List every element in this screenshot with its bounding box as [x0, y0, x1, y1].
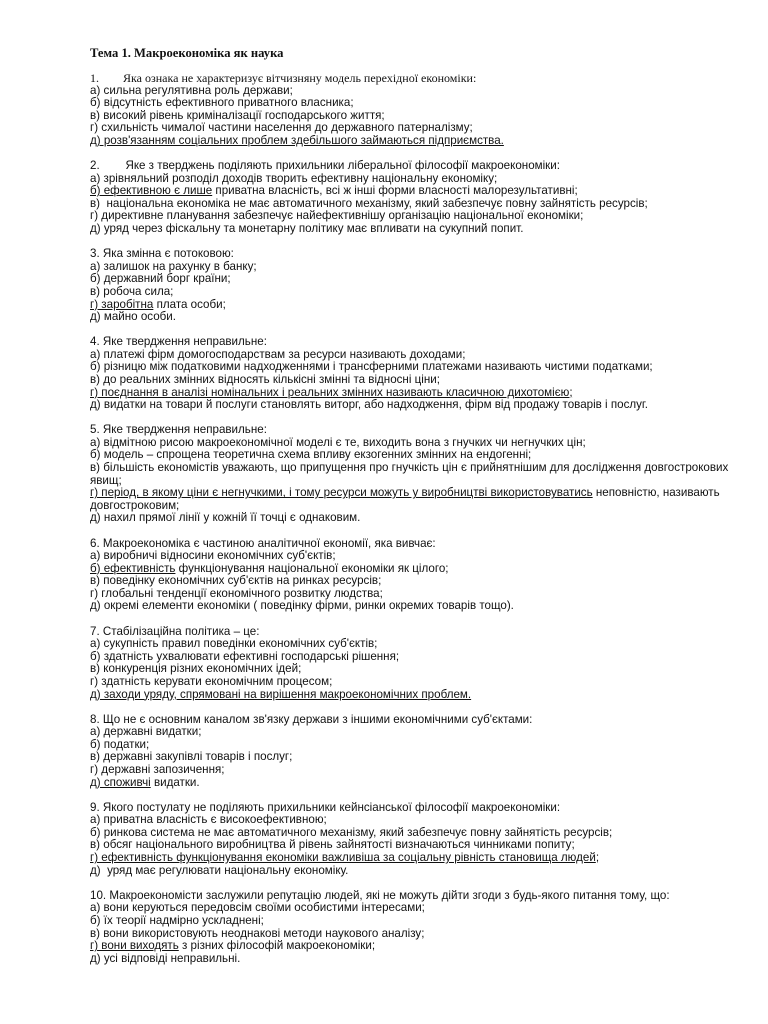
- option-text: приватна власність, всі ж інші форми власності малорезультативні;: [212, 184, 578, 198]
- question-6: [90, 538, 730, 614]
- question-3: [90, 248, 730, 324]
- option-text: б) модель – спрощена теоретична схема впливу екзогенних змінних на ендогенні;: [90, 448, 532, 462]
- option-text: в) державні закупівлі товарів і послуг;: [90, 750, 293, 764]
- question-prompt: Стабілізаційна політика – це:: [99, 624, 260, 638]
- option-text: д) нахил прямої лінії у кожній її точці є однаковим.: [90, 511, 361, 525]
- question-number: 4.: [90, 335, 100, 349]
- correct-answer-underline: г) поєднання в аналізі номінальних і реальних змінних називають класичною дихотомією;: [90, 385, 573, 399]
- option-text: плата особи;: [153, 297, 226, 311]
- correct-answer-underline: д) розв'язанням соціальних проблем здебільшого займаються підприємства.: [90, 133, 504, 147]
- correct-answer-underline: г) період, в якому ціни є негнучкими, і тому ресурси можуть у виробництві використовуватись: [90, 486, 593, 500]
- option-text: б) різницю між податковими надходженнями і трансферними платежами називають чистими податками;: [90, 360, 653, 374]
- question-10: [90, 890, 730, 966]
- question-number: 2.: [90, 159, 100, 173]
- option-text: б) державний борг країни;: [90, 272, 231, 286]
- correct-answer-underline: г) заробітна: [90, 297, 154, 311]
- answer-option: [90, 273, 730, 286]
- option-text: г) здатність керувати економічним процесом;: [90, 674, 333, 688]
- question-2: [90, 160, 730, 236]
- question-prompt: Яка змінна є потоковою:: [99, 247, 234, 261]
- answer-option: [90, 600, 730, 613]
- answer-option: [90, 777, 730, 790]
- document-page: [90, 46, 730, 978]
- correct-answer-underline: г) ефективність функціонування економіки важливіша за соціальну рівність становища людей: [90, 851, 596, 865]
- option-text: г) схильність чималої частини населення до державного патерналізму;: [90, 121, 473, 135]
- option-text: в) вони використовують неоднакові методи наукового аналізу;: [90, 926, 425, 940]
- correct-answer-underline: г) вони виходять: [90, 939, 179, 953]
- option-text: б) податки;: [90, 737, 150, 751]
- question-prompt: Яке твердження неправильне:: [99, 423, 267, 437]
- option-text: з різних філософій макроекономіки;: [178, 939, 376, 953]
- answer-option: [90, 135, 730, 148]
- question-number: 9.: [90, 800, 100, 814]
- option-text: функціонування національної економіки як цілого;: [175, 561, 449, 575]
- answer-option: [90, 462, 730, 487]
- option-text: б) відсутність ефективного приватного власника;: [90, 96, 354, 110]
- option-text: видатки.: [150, 775, 200, 789]
- question-prompt: Яке з тверджень поділяють прихильники ліберальної філософії макроекономіки:: [99, 159, 560, 173]
- correct-answer-underline: б) ефективність: [90, 561, 176, 575]
- question-prompt: Якого постулату не поділяють прихильники кейнсіанської філософії макроекономіки:: [99, 800, 561, 814]
- answer-option: [90, 865, 730, 878]
- option-text: в) конкуренція різних економічних ідей;: [90, 662, 302, 676]
- option-text: а) приватна власність є високоефективною;: [90, 813, 327, 827]
- answer-option: [90, 399, 730, 412]
- question-prompt: Макроекономісти заслужили репутацію людей, які не можуть дійти згоди з будь-якого питання тому, що:: [106, 888, 670, 902]
- correct-answer-underline: д) заходи уряду, спрямовані на вирішення макроекономічних проблем.: [90, 687, 472, 701]
- question-number: 7.: [90, 624, 100, 638]
- option-text: г) державні запозичення;: [90, 763, 225, 776]
- option-text: д) уряд через фіскальну та монетарну політику має впливати на сукупний попит.: [90, 222, 524, 236]
- answer-option: [90, 311, 730, 324]
- option-text: а) вони керуються передовсім своїми особистими інтересами;: [90, 901, 425, 915]
- question-8: [90, 714, 730, 790]
- option-text: в) високий рівень криміналізації господарського життя;: [90, 108, 385, 122]
- option-text: г) директивне планування забезпечує найефективнішу організацію національної економіки;: [90, 209, 584, 223]
- question-1: [90, 72, 730, 148]
- option-text: неповністю, називають довгостроковим;: [90, 486, 723, 512]
- correct-answer-underline: б) ефективною є лише: [90, 184, 213, 198]
- answer-option: [90, 223, 730, 236]
- option-text: а) сукупність правил поведінки економічних суб'єктів;: [90, 637, 378, 651]
- answer-option: [90, 726, 730, 739]
- question-prompt: Яке твердження неправильне:: [99, 335, 267, 349]
- option-text: в) більшість економістів уважають, що припущення про гнучкість цін є прийнятнішим для дослідження довгострокових явищ;: [90, 461, 732, 487]
- option-text: а) державні видатки;: [90, 725, 202, 739]
- question-prompt: Яка ознака не характеризує вітчизняну модель перехідної економіки:: [99, 71, 477, 85]
- option-text: а) виробничі відносини економічних суб'єктів;: [90, 549, 336, 563]
- option-text: а) залишок на рахунку в банку;: [90, 259, 257, 273]
- answer-option: [90, 512, 730, 525]
- option-text: а) відмітною рисою макроекономічної моделі є те, виходить вона з гнучких чи негнучких цін;: [90, 435, 586, 449]
- option-text: д) майно особи.: [90, 310, 176, 324]
- answer-option: [90, 689, 730, 702]
- option-text: в) обсяг національного виробництва й рівень зайнятості визначаються чинниками попиту;: [90, 838, 575, 852]
- correct-answer-underline: д) споживчі: [90, 775, 151, 789]
- option-text: д) усі відповіді неправильні.: [90, 951, 241, 965]
- answer-option: [90, 953, 730, 966]
- question-list: [90, 72, 730, 965]
- question-number: 3.: [90, 247, 100, 261]
- option-text: д) видатки на товари й послуги становлять виторг, або надходження, фірм від продажу товарів і послуг.: [90, 398, 648, 412]
- option-text: д) окремі елементи економіки ( поведінку фірми, ринки окремих товарів тощо).: [90, 599, 514, 613]
- question-number: 8.: [90, 712, 100, 726]
- option-text: в) робоча сила;: [90, 284, 174, 298]
- answer-option: [90, 487, 730, 512]
- answer-option: [90, 299, 730, 312]
- option-text: б) ринкова система не має автоматичного механізму, який забезпечує повну зайнятість ресурсів;: [90, 825, 613, 839]
- option-text: а) платежі фірм домогосподарствам за ресурси називають доходами;: [90, 347, 466, 361]
- question-9: [90, 802, 730, 878]
- question-number: 6.: [90, 536, 100, 550]
- option-text: б) здатність ухвалювати ефективні господарські рішення;: [90, 649, 400, 663]
- option-text: в) національна економіка не має автоматичного механізму, який забезпечує повну зайнятість ресурсів;: [90, 196, 648, 210]
- question-prompt: Що не є основним каналом зв'язку держави з іншими економічними суб'єктами:: [99, 712, 533, 726]
- option-text: г) глобальні тенденції економічного розвитку людства;: [90, 586, 383, 600]
- question-number: 5.: [90, 423, 100, 437]
- document-title: Тема 1. Макроекономіка як наука: [90, 46, 284, 60]
- question-prompt: Макроекономіка є частиною аналітичної економії, яка вивчає:: [99, 536, 436, 550]
- option-text: д) уряд має регулювати національну економіку.: [90, 863, 349, 877]
- option-text: в) до реальних змінних відносять кількісні змінні та відносні ціни;: [90, 372, 440, 386]
- question-number: 1.: [90, 71, 99, 85]
- option-text: а) зрівняльний розподіл доходів творить ефективну національну економіку;: [90, 171, 498, 185]
- option-text: б) їх теорії надмірно ускладнені;: [90, 913, 264, 927]
- question-7: [90, 626, 730, 702]
- option-text: а) сильна регулятивна роль держави;: [90, 83, 293, 97]
- question-number: 10.: [90, 888, 107, 902]
- option-text: в) поведінку економічних суб'єктів на ринках ресурсів;: [90, 574, 382, 588]
- option-text: ;: [595, 851, 600, 865]
- question-4: [90, 336, 730, 412]
- question-5: [90, 424, 730, 525]
